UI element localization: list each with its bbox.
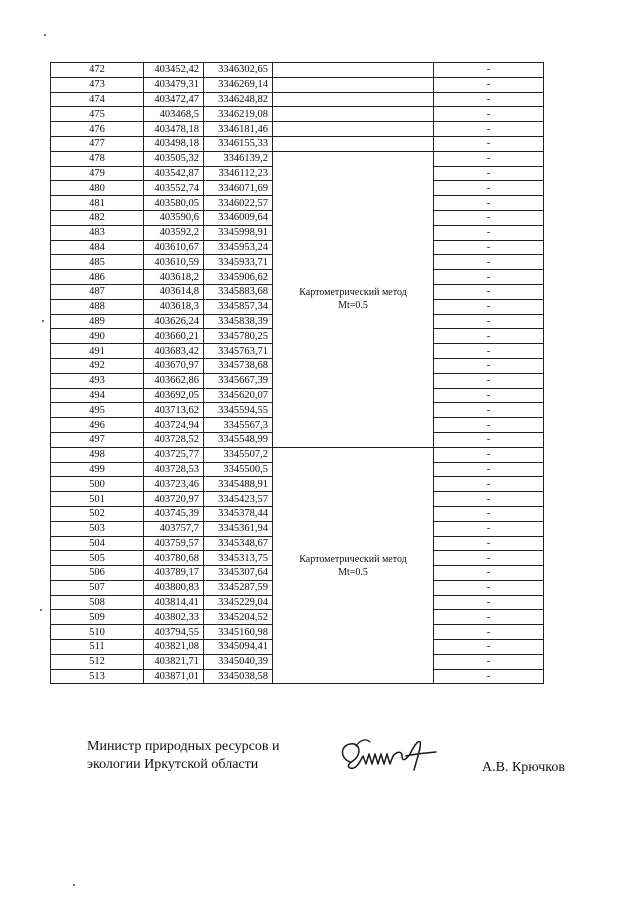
y-coordinate-cell: 3345883,68 xyxy=(204,284,273,299)
note-cell: - xyxy=(434,640,544,655)
x-coordinate-cell: 403610,59 xyxy=(144,255,204,270)
method-cell-empty xyxy=(273,122,434,137)
y-coordinate-cell: 3345313,75 xyxy=(204,551,273,566)
y-coordinate-cell: 3346181,46 xyxy=(204,122,273,137)
y-coordinate-cell: 3345361,94 xyxy=(204,521,273,536)
x-coordinate-cell: 403660,21 xyxy=(144,329,204,344)
y-coordinate-cell: 3345038,58 xyxy=(204,669,273,684)
x-coordinate-cell: 403821,71 xyxy=(144,654,204,669)
point-number-cell: 490 xyxy=(51,329,144,344)
note-cell: - xyxy=(434,270,544,285)
note-cell: - xyxy=(434,625,544,640)
note-cell: - xyxy=(434,344,544,359)
note-cell: - xyxy=(434,418,544,433)
note-cell: - xyxy=(434,196,544,211)
point-number-cell: 512 xyxy=(51,654,144,669)
scan-speck xyxy=(40,609,42,611)
x-coordinate-cell: 403802,33 xyxy=(144,610,204,625)
note-cell: - xyxy=(434,477,544,492)
table-row xyxy=(51,77,544,92)
x-coordinate-cell: 403626,24 xyxy=(144,314,204,329)
point-number-cell: 489 xyxy=(51,314,144,329)
note-cell: - xyxy=(434,151,544,166)
x-coordinate-cell: 403592,2 xyxy=(144,225,204,240)
x-coordinate-cell: 403780,68 xyxy=(144,551,204,566)
method-accuracy: Mt=0.5 xyxy=(338,566,368,578)
point-number-cell: 492 xyxy=(51,358,144,373)
table-row xyxy=(51,122,544,137)
point-number-cell: 501 xyxy=(51,492,144,507)
note-cell: - xyxy=(434,284,544,299)
y-coordinate-cell: 3345488,91 xyxy=(204,477,273,492)
note-cell: - xyxy=(434,373,544,388)
point-number-cell: 498 xyxy=(51,447,144,462)
x-coordinate-cell: 403692,05 xyxy=(144,388,204,403)
note-cell: - xyxy=(434,447,544,462)
x-coordinate-cell: 403618,2 xyxy=(144,270,204,285)
point-number-cell: 475 xyxy=(51,107,144,122)
note-cell: - xyxy=(434,255,544,270)
method-name: Картометрический метод xyxy=(299,553,407,565)
note-cell: - xyxy=(434,210,544,225)
point-number-cell: 474 xyxy=(51,92,144,107)
note-cell: - xyxy=(434,580,544,595)
y-coordinate-cell: 3345857,34 xyxy=(204,299,273,314)
x-coordinate-cell: 403814,41 xyxy=(144,595,204,610)
point-number-cell: 473 xyxy=(51,77,144,92)
table-row xyxy=(51,447,544,462)
table-row xyxy=(51,92,544,107)
x-coordinate-cell: 403683,42 xyxy=(144,344,204,359)
method-cell xyxy=(273,447,434,684)
note-cell: - xyxy=(434,107,544,122)
note-cell: - xyxy=(434,122,544,137)
point-number-cell: 497 xyxy=(51,432,144,447)
x-coordinate-cell: 403580,05 xyxy=(144,196,204,211)
table-row xyxy=(51,136,544,151)
point-number-cell: 510 xyxy=(51,625,144,640)
point-number-cell: 506 xyxy=(51,566,144,581)
y-coordinate-cell: 3346112,23 xyxy=(204,166,273,181)
y-coordinate-cell: 3345567,3 xyxy=(204,418,273,433)
y-coordinate-cell: 3345838,39 xyxy=(204,314,273,329)
x-coordinate-cell: 403452,42 xyxy=(144,63,204,78)
note-cell: - xyxy=(434,669,544,684)
point-number-cell: 503 xyxy=(51,521,144,536)
note-cell: - xyxy=(434,329,544,344)
note-cell: - xyxy=(434,654,544,669)
point-number-cell: 493 xyxy=(51,373,144,388)
y-coordinate-cell: 3346219,08 xyxy=(204,107,273,122)
y-coordinate-cell: 3345204,52 xyxy=(204,610,273,625)
method-cell-empty xyxy=(273,63,434,78)
x-coordinate-cell: 403713,62 xyxy=(144,403,204,418)
point-number-cell: 478 xyxy=(51,151,144,166)
y-coordinate-cell: 3345953,24 xyxy=(204,240,273,255)
x-coordinate-cell: 403468,5 xyxy=(144,107,204,122)
y-coordinate-cell: 3345094,41 xyxy=(204,640,273,655)
y-coordinate-cell: 3346139,2 xyxy=(204,151,273,166)
x-coordinate-cell: 403745,39 xyxy=(144,506,204,521)
method-cell xyxy=(273,151,434,447)
note-cell: - xyxy=(434,181,544,196)
note-cell: - xyxy=(434,432,544,447)
note-cell: - xyxy=(434,521,544,536)
note-cell: - xyxy=(434,536,544,551)
point-number-cell: 500 xyxy=(51,477,144,492)
note-cell: - xyxy=(434,166,544,181)
y-coordinate-cell: 3345378,44 xyxy=(204,506,273,521)
y-coordinate-cell: 3345507,2 xyxy=(204,447,273,462)
y-coordinate-cell: 3345738,68 xyxy=(204,358,273,373)
point-number-cell: 494 xyxy=(51,388,144,403)
y-coordinate-cell: 3345287,59 xyxy=(204,580,273,595)
point-number-cell: 502 xyxy=(51,506,144,521)
x-coordinate-cell: 403542,87 xyxy=(144,166,204,181)
x-coordinate-cell: 403757,7 xyxy=(144,521,204,536)
handwritten-signature xyxy=(336,732,442,780)
y-coordinate-cell: 3346248,82 xyxy=(204,92,273,107)
signer-name: А.В. Крючков xyxy=(482,760,565,775)
point-number-cell: 481 xyxy=(51,196,144,211)
scan-speck xyxy=(42,320,44,322)
x-coordinate-cell: 403662,86 xyxy=(144,373,204,388)
x-coordinate-cell: 403759,57 xyxy=(144,536,204,551)
note-cell: - xyxy=(434,551,544,566)
point-number-cell: 479 xyxy=(51,166,144,181)
note-cell: - xyxy=(434,92,544,107)
point-number-cell: 486 xyxy=(51,270,144,285)
note-cell: - xyxy=(434,240,544,255)
y-coordinate-cell: 3345423,57 xyxy=(204,492,273,507)
y-coordinate-cell: 3346071,69 xyxy=(204,181,273,196)
y-coordinate-cell: 3345780,25 xyxy=(204,329,273,344)
point-number-cell: 508 xyxy=(51,595,144,610)
y-coordinate-cell: 3346155,33 xyxy=(204,136,273,151)
point-number-cell: 509 xyxy=(51,610,144,625)
note-cell: - xyxy=(434,506,544,521)
coordinates-table xyxy=(50,62,544,684)
point-number-cell: 507 xyxy=(51,580,144,595)
y-coordinate-cell: 3345998,91 xyxy=(204,225,273,240)
x-coordinate-cell: 403821,08 xyxy=(144,640,204,655)
note-cell: - xyxy=(434,77,544,92)
x-coordinate-cell: 403498,18 xyxy=(144,136,204,151)
y-coordinate-cell: 3345594,55 xyxy=(204,403,273,418)
point-number-cell: 496 xyxy=(51,418,144,433)
note-cell: - xyxy=(434,63,544,78)
x-coordinate-cell: 403552,74 xyxy=(144,181,204,196)
point-number-cell: 488 xyxy=(51,299,144,314)
method-cell-empty xyxy=(273,107,434,122)
point-number-cell: 495 xyxy=(51,403,144,418)
x-coordinate-cell: 403590,6 xyxy=(144,210,204,225)
point-number-cell: 487 xyxy=(51,284,144,299)
x-coordinate-cell: 403670,97 xyxy=(144,358,204,373)
method-name: Картометрический метод xyxy=(299,287,407,299)
note-cell: - xyxy=(434,136,544,151)
y-coordinate-cell: 3345160,98 xyxy=(204,625,273,640)
note-cell: - xyxy=(434,462,544,477)
point-number-cell: 480 xyxy=(51,181,144,196)
x-coordinate-cell: 403728,53 xyxy=(144,462,204,477)
x-coordinate-cell: 403871,01 xyxy=(144,669,204,684)
y-coordinate-cell: 3345620,07 xyxy=(204,388,273,403)
y-coordinate-cell: 3346302,65 xyxy=(204,63,273,78)
point-number-cell: 491 xyxy=(51,344,144,359)
y-coordinate-cell: 3345500,5 xyxy=(204,462,273,477)
point-number-cell: 505 xyxy=(51,551,144,566)
note-cell: - xyxy=(434,403,544,418)
x-coordinate-cell: 403800,83 xyxy=(144,580,204,595)
coordinates-table-body xyxy=(51,63,544,684)
y-coordinate-cell: 3346269,14 xyxy=(204,77,273,92)
y-coordinate-cell: 3345348,67 xyxy=(204,536,273,551)
x-coordinate-cell: 403610,67 xyxy=(144,240,204,255)
signer-position-line1: Министр природных ресурсов и xyxy=(87,739,280,754)
method-cell-empty xyxy=(273,136,434,151)
method-cell-empty xyxy=(273,77,434,92)
x-coordinate-cell: 403472,47 xyxy=(144,92,204,107)
x-coordinate-cell: 403614,8 xyxy=(144,284,204,299)
y-coordinate-cell: 3345906,62 xyxy=(204,270,273,285)
point-number-cell: 513 xyxy=(51,669,144,684)
method-cell-empty xyxy=(273,92,434,107)
note-cell: - xyxy=(434,566,544,581)
y-coordinate-cell: 3345933,71 xyxy=(204,255,273,270)
x-coordinate-cell: 403725,77 xyxy=(144,447,204,462)
x-coordinate-cell: 403723,46 xyxy=(144,477,204,492)
signer-position-line2: экологии Иркутской области xyxy=(87,757,259,772)
point-number-cell: 504 xyxy=(51,536,144,551)
y-coordinate-cell: 3345667,39 xyxy=(204,373,273,388)
note-cell: - xyxy=(434,299,544,314)
point-number-cell: 485 xyxy=(51,255,144,270)
point-number-cell: 482 xyxy=(51,210,144,225)
point-number-cell: 511 xyxy=(51,640,144,655)
scan-speck xyxy=(73,884,75,886)
note-cell: - xyxy=(434,492,544,507)
y-coordinate-cell: 3346009,64 xyxy=(204,210,273,225)
point-number-cell: 483 xyxy=(51,225,144,240)
x-coordinate-cell: 403724,94 xyxy=(144,418,204,433)
y-coordinate-cell: 3345307,64 xyxy=(204,566,273,581)
x-coordinate-cell: 403478,18 xyxy=(144,122,204,137)
note-cell: - xyxy=(434,314,544,329)
x-coordinate-cell: 403789,17 xyxy=(144,566,204,581)
y-coordinate-cell: 3345548,99 xyxy=(204,432,273,447)
table-row xyxy=(51,107,544,122)
x-coordinate-cell: 403505,32 xyxy=(144,151,204,166)
scan-speck xyxy=(44,34,46,36)
point-number-cell: 484 xyxy=(51,240,144,255)
point-number-cell: 499 xyxy=(51,462,144,477)
note-cell: - xyxy=(434,358,544,373)
note-cell: - xyxy=(434,388,544,403)
note-cell: - xyxy=(434,595,544,610)
x-coordinate-cell: 403794,55 xyxy=(144,625,204,640)
y-coordinate-cell: 3346022,57 xyxy=(204,196,273,211)
x-coordinate-cell: 403618,3 xyxy=(144,299,204,314)
y-coordinate-cell: 3345763,71 xyxy=(204,344,273,359)
x-coordinate-cell: 403479,31 xyxy=(144,77,204,92)
point-number-cell: 477 xyxy=(51,136,144,151)
point-number-cell: 472 xyxy=(51,63,144,78)
point-number-cell: 476 xyxy=(51,122,144,137)
method-accuracy: Mt=0.5 xyxy=(338,300,368,312)
signature-position xyxy=(87,738,279,774)
x-coordinate-cell: 403720,97 xyxy=(144,492,204,507)
note-cell: - xyxy=(434,225,544,240)
x-coordinate-cell: 403728,52 xyxy=(144,432,204,447)
y-coordinate-cell: 3345040,39 xyxy=(204,654,273,669)
table-row xyxy=(51,151,544,166)
y-coordinate-cell: 3345229,04 xyxy=(204,595,273,610)
note-cell: - xyxy=(434,610,544,625)
table-row xyxy=(51,63,544,78)
